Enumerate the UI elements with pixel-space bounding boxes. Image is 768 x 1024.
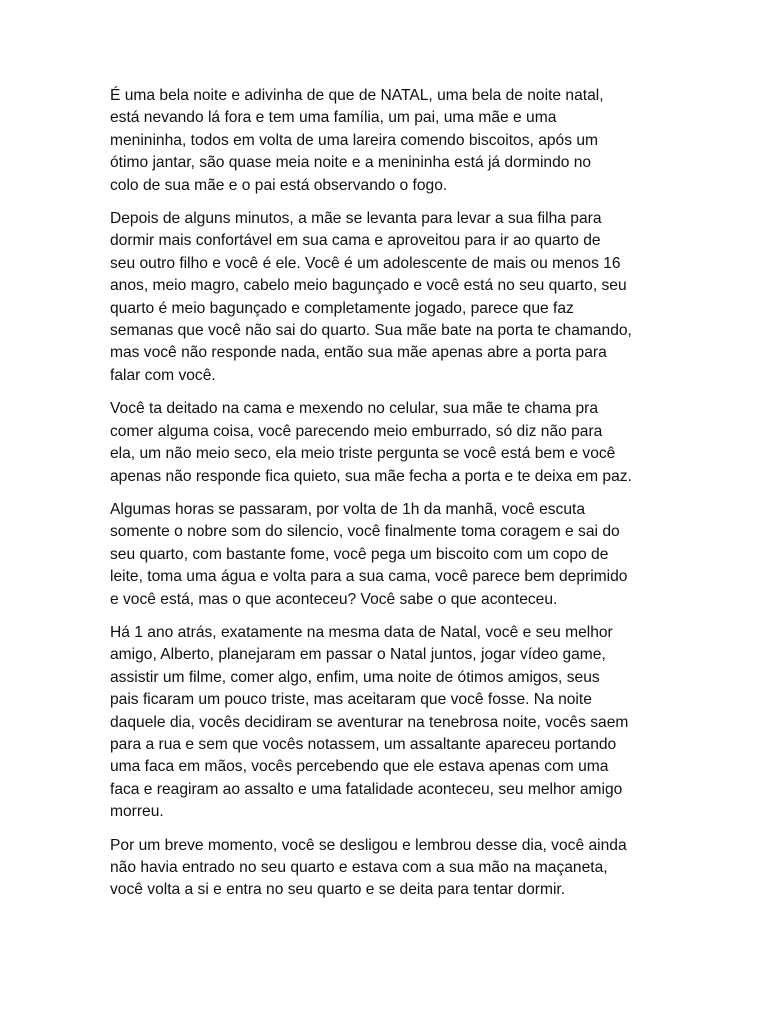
paragraph-4: Algumas horas se passaram, por volta de 1h da manhã, você escuta somente o nobre som do silencio, você finalmente toma coragem e sai do seu quarto, com bastante fome, você pega um biscoito com um copo de leite, toma uma água e volta para a sua cama, você parece bem deprimido e você está, mas o que aconteceu? Você sabe o que aconteceu. — [110, 500, 628, 608]
paragraph-1: É uma bela noite e adivinha de que de NATAL, uma bela de noite natal, está nevando lá fora e tem uma família, um pai, uma mãe e uma menininha, todos em volta de uma lareira comendo biscoitos, após um ótimo jantar, são quase meia noite e a menininha está já dormindo no colo de sua mãe e o pai está observando o fogo. — [110, 87, 604, 194]
paragraph-5: Há 1 ano atrás, exatamente na mesma data de Natal, você e seu melhor amigo, Alberto, planejaram em passar o Natal juntos, jogar vídeo game, assistir um filme, comer algo, enfim, uma noite de ótimos amigos, seus pais ficaram um pouco triste, mas aceitaram que você fosse. Na noite daquele dia, vocês decidiram se aventurar na tenebrosa noite, vocês saem para a rua e sem que vocês notassem, um assaltante apareceu portando uma faca em mãos, vocês percebendo que ele estava apenas com uma faca e reagiram ao assalto e uma fatalidade aconteceu, seu melhor amigo morreu. — [110, 623, 629, 821]
paragraph-6: Por um breve momento, você se desligou e lembrou desse dia, você ainda não havia entrado no seu quarto e estava com a sua mão na maçaneta, você volta a si e entra no seu quarto e se deita para tentar dormir. — [110, 836, 627, 899]
paragraph-3: Você ta deitado na cama e mexendo no celular, sua mãe te chama pra comer alguma coisa, você parecendo meio emburrado, só diz não para ela, um não meio seco, ela meio triste pergunta se você está bem e você apenas não responde fica quieto, sua mãe fecha a porta e te deixa em paz. — [110, 400, 632, 485]
document-body — [110, 85, 662, 913]
paragraph-2: Depois de alguns minutos, a mãe se levanta para levar a sua filha para dormir mais confortável em sua cama e aproveitou para ir ao quarto de seu outro filho e você é ele. Você é um adolescente de mais ou menos 16 anos, meio magro, cabelo meio bagunçado e você está no seu quarto, seu quarto é meio bagunçado e completamente jogado, parece que faz semanas que você não sai do quarto. Sua mãe bate na porta te chamando, mas você não responde nada, então sua mãe apenas abre a porta para falar com você. — [110, 210, 632, 384]
